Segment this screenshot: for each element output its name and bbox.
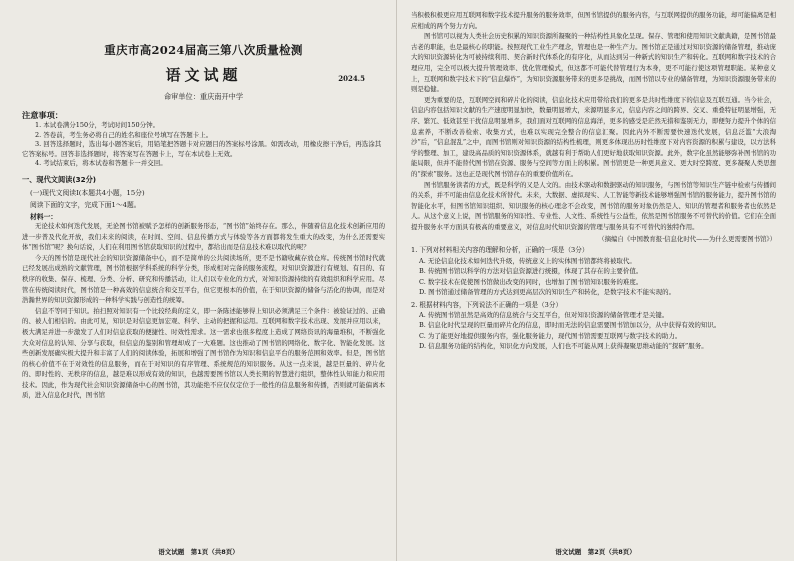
notice-item: 2. 答卷前，考生务必将自己的姓名和座位号填写在答题卡上。 [35,130,213,139]
passage-paragraph: 当积极积极更应用互联网和数字技术提升服务的服务效率，但图书馆提供的服务内容，与互联网提供的服务功能，却可能偏离是相应相成的两个努力方向。 [411,11,776,30]
question-1: 1. 下列对材料相关内容的理解和分析，正确的一项是（3分） [411,246,589,255]
reading-instruction: 阅读下面的文字，完成下面1～4题。 [30,200,141,209]
passage-body-continued [411,10,776,232]
exam-title: 重庆市高2024届高三第八次质量检测 [104,43,303,57]
question-2-option: C. 为了能更好地提供服务内容，强化服务能力，现代图书馆需要互联网与数字技术的助力。 [419,331,682,340]
material-label: 材料一： [30,212,58,221]
page-footer: 语文试题 第1页（共8页） [158,548,239,556]
exam-date: 2024.5 [338,74,365,83]
subsection-heading: (一)现代文阅读Ⅰ(本题共4小题，15分) [30,188,145,197]
question-1-option: D. 图书馆通过储备管理的方式达到更高层次的知识生产和转化，是数字技术不能实现的。 [419,288,676,297]
passage-paragraph: 图书馆服务读者的方式，既是科学的又是人文的。由技术驱动和数据驱动的知识服务，与图书馆等知识生产链中检索与传播间的关系，并不可能由信息化技术所替代。未来，大数据、虚拟现实、人工智能等新技术能够增强图书馆的服务能力，提升图书馆的智能化水平，但图书馆知识组织、知识服务的核心理念不会改变，图书馆的服务对象仍然是人、知识的管理者和服务者也依然是人。从这个意义上说，图书馆服务的知识性、专业性、人文性、系统性与公益性，依然是图书馆服务不可替代的价值。它们在全面提升服务水平方面具有极高的重要意义，对信息时代知识资源的管理与服务具有不可替代的独特作用。 [411,180,776,231]
page-right [397,0,794,561]
question-2-option: B. 信息化时代呈现的巨量而碎片化的信息，即时而无法的信息需要图书馆加以分，从中获得有效的知识。 [419,321,721,330]
question-2: 2. 根据材料内容，下列说法不正确的一项是（3分） [411,300,563,309]
passage-body [22,221,385,401]
passage-paragraph: 今天的图书馆是现代社会的知识资源储备中心，而不是简单的公共阅读场所，更不是书籍收藏存放仓库。传统图书馆时代就已经发展出成熟的文献管理，图书馆根据学科系统的科学分类，形成相对完备的服务流程，对知识资源进行有规划、有目的、有秩序的收集、保存、梳理、分类、分析、研究和传播活动，让人们以专业化的方式，对知识资源持续的有效组织和科学应用。尽管在传统阅读时代，图书馆是一种高效的信息统合和交互平台，但它更根本的价值，在于知识资源的储备与活化的协调，而是对浩瀚世界的知识资源形成的一种科学实践与创造性的统筹。 [22,253,385,305]
notice-item: 4. 考试结束后，将本试卷和答题卡一并交回。 [35,159,167,168]
notice-heading: 注意事项： [22,110,63,120]
passage-paragraph: 无论技术如何迭代发展，无论图书馆被赋予怎样的创新服务形态，“图书馆”始终存在。那么，伴随着信息化技术创新应用的进一步普及代化开放，我们未来的阅读，在时间、空间、信息传播方式与体验等各方面都将发生重大的改变，为什么还需要实体“图书馆”呢？换句话说，人们在利用图书馆获取知识的过程中，都给出而是信息技术难以取代的呢？ [22,221,385,252]
notice-item: 3. 回答选择题时，选出每小题答案后，用铅笔把答题卡对应题目的答案标号涂黑。如需改动，用橡皮擦干净后，再选涂其它答案标号。回答非选择题时，将答案写在答题卡上，写在本试卷上无效。 [22,140,382,158]
passage-paragraph: 图书馆可以视为人类社会历史积累的知识资源所凝聚的一种结构性具象化呈现。保存、管理和使用知识文献典籍，是图书馆最古老的职能，也是最核心的职能。按照现代工业生产理念，管理也是一种生产力。图书馆正是通过对知识资源的储备管理，推动庞大的知识资源转化为可被持续利用、契合新时代体系化的有序化，从而达到另一种新式的知识生产和转化。互联网和数字技术的合理应用，完全可以极大提升管理效率、优化管理模式，但这都不可能代替管理行为本身，更不可能行使这项管理职能。某种意义上，互联网和数字技术下的“信息爆炸”，为知识资源服务带来的更多是挑战，而图书馆以专业的储备管理，为知识资源服务带来的则是稳健。 [411,32,776,94]
question-1-option: A. 无论信息化技术如何迭代升级，传统意义上的实体图书馆都终将被取代。 [419,256,636,265]
notice-list [22,121,385,169]
source-citation: （摘编自《中国教育报·信息化时代——为什么更需要图书馆》） [598,235,776,244]
section-heading: 一、现代文阅读(32分) [22,174,97,184]
question-1-option: B. 传统图书馆以科学的方法对信息资源进行统摄，体现了其存在的主要价值。 [419,267,643,276]
question-2-option: D. 信息服务功能的结构化，知识化方向发展，人们也不可能从网上获得凝聚思维动能的“探研”服务。 [419,342,708,351]
passage-paragraph: 更为重要的是，互联网空间和碎片化的阅读，信息化技术应用带给我们的更多是共时性维度下的信息及互联互通。当今社会，信息内容包括知识文献的生产速度明显加快，数量明显增大，来源明显多元，信息内容之间的跨界、交叉、重叠特征明显增强，无序、繁冗、低效甚至干扰信息明显增多，我们面对互联网的信息海洋，更多的感受是茫然无措和鉴别无力，即便努力提升个体的信息素养，不断改善检索、收集方式，也难以实现完全整合的信息汇聚。因此内外不断需要快速迭代发展，信息泛滥“大浪淘沙”后，“信息混乱”之中，而图书馆则对知识资源的结构性梳理，则更多体现出历时性维度下对内容资源的积累与建设，以方法科学的整理、加工，建设高品质的知识资源体系，就越有利于帮助人们更好地获取知识资源。此外，数字化虽然能够弥补图书馆的功能局限，但并不能替代图书馆在资源、服务与空间等方面上的积累。图书馆更是一种更具意义、更大时空跨度、更多凝聚人类思想的“探索”服务。这也正是现代图书馆存在的重要价值所在。 [411,95,776,178]
setter-line: 命审单位：重庆南开中学 [163,92,244,101]
subject-title [22,64,385,85]
question-2-option: A. 传统图书馆虽然是高效的信息统合与交互平台，但对知识资源的储备管理才是关键。 [419,310,669,319]
subject-title-text: 语文试题 [165,66,242,84]
page-footer: 语文试题 第2页（共8页） [555,548,636,556]
question-1-option: C. 数字技术在促使图书馆做出改变的同时，也增加了图书馆知识服务的难度。 [419,277,643,286]
notice-item: 1. 本试卷满分150分，考试时间150分钟。 [35,121,160,129]
passage-paragraph: 信息不等同于知识。拍扫照对知识有一个比较经典的定义，即一条陈述能够得上知识必须满足三个条件：被验证过的、正确的、被人们相信的。由此可见，知识是对信息更加宏观、科学、主动的把握和运用。互联网和数字技术出现、发展并应用以来，极大满足并进一步激发了人们对信息获取的便捷性、时效性需求。这一需求也很多程度上造成了网络资讯的海量堆积，不断强化大众对信息的认知、分享与获取，但信息的鉴别和管理却成了一大难题。这也推动了图书馆的网络化、数字化、智能化发展。这些创新发展确实极大提升和丰富了人们的阅读体验，拓展和增强了图书馆作为知识和信息平台的服务范围和效率。但是，图书馆的核心价值不在于对效性的信息服务，而在于对知识的有序管理、系统规范的知识服务。从这一点来说，越是巨量的、碎片化的、即时性的、无秩序的信息，越是难以形成有效的知识，也越需要图书馆以人类长期的智慧进行组织，整体性认知能力和应用技术。因此，作为现代社会知识资源储备中心的图书馆，其功能绝不应仅仅定位于一般性的信息服务和传播，否则就可能偏离本质，进入信息化时代，图书馆 [22,306,385,400]
